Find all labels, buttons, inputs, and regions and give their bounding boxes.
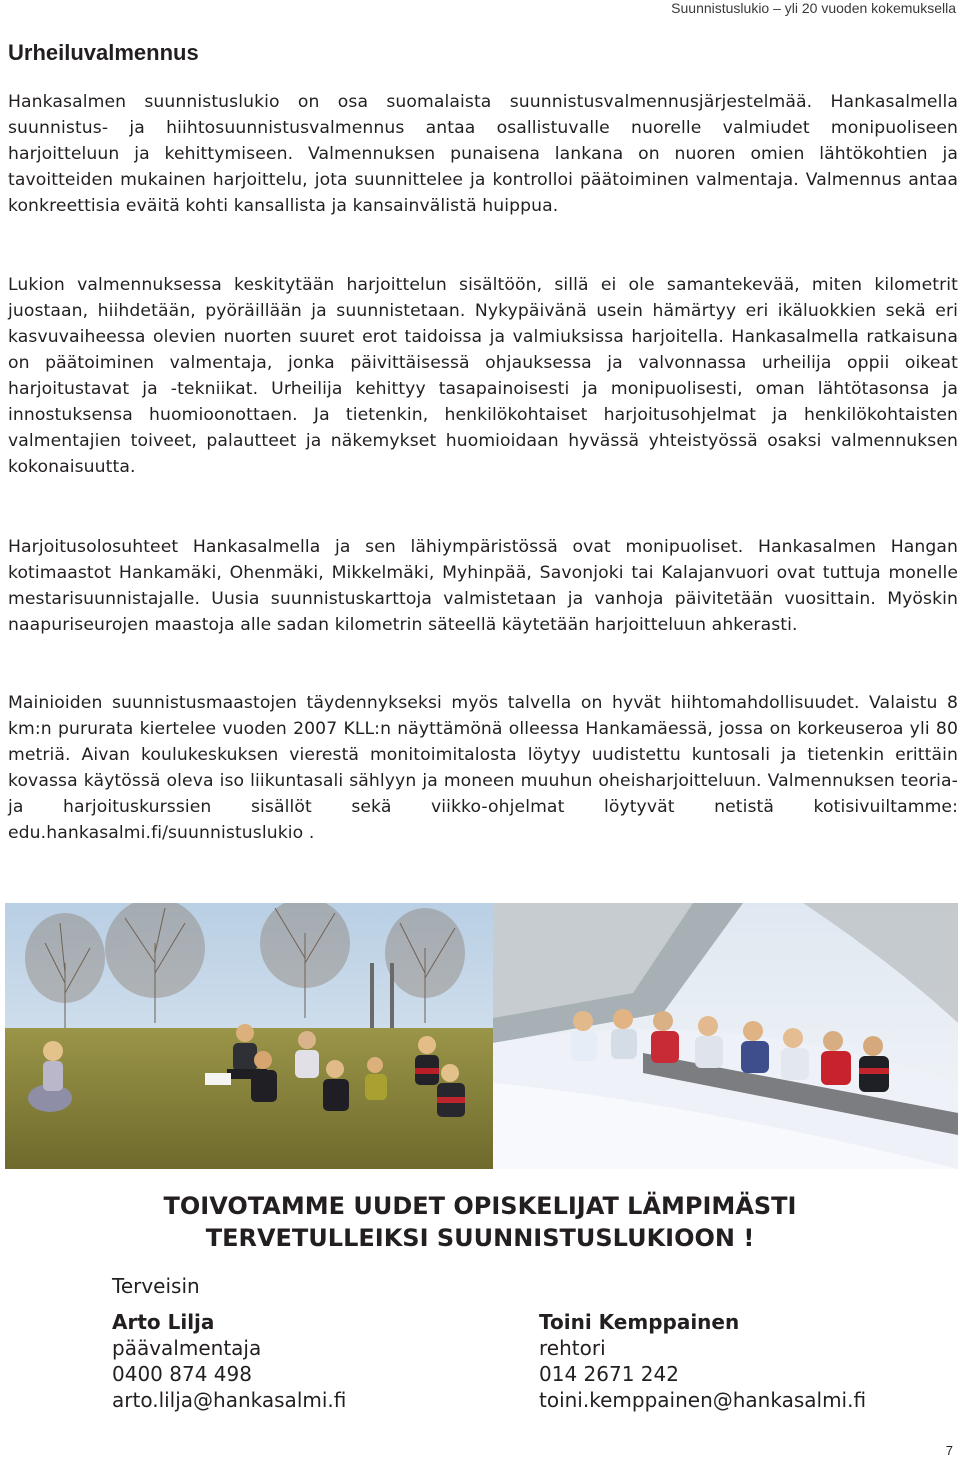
contact-card-principal <box>539 1309 866 1413</box>
snow-illustration <box>493 903 958 1169</box>
greeting: Terveisin <box>112 1274 200 1298</box>
page-number: 7 <box>945 1443 953 1458</box>
body-text-4 <box>8 690 958 846</box>
welcome-line-1: TOIVOTAMME UUDET OPISKELIJAT LÄMPIMÄSTI <box>163 1192 797 1220</box>
body-text-3 <box>8 534 958 638</box>
paragraph-intro: Hankasalmen suunnistuslukio on osa suomalaista suunnistusvalmennusjärjestelmää. Hankasalmella suunnistus- ja hiihtosuunnistusvalmennus antaa osallistuvalle nuorelle valmiudet monipuoliseen harjoitteluun ja kehittymiseen. Valmennuksen punaisena lankana on nuoren omien lähtökohtien ja tavoitteiden mukainen harjoittelu, jota suunnittelee ja kontrolloi päätoiminen valmentaja. Valmennus antaa konkreettisia eväitä kohti kansallista ja kansainvälistä huippua. <box>8 92 958 216</box>
park-illustration <box>5 903 493 1169</box>
contact-name: Toini Kemppainen <box>539 1310 740 1334</box>
photo-strip <box>5 903 958 1169</box>
body-text-2 <box>8 272 958 480</box>
paragraph-facilities: Harjoitusolosuhteet Hankasalmella ja sen lähiympäristössä ovat monipuoliset. Hankasalmen Hangan kotimaastot Hankamäki, Ohenmäki, Mikkelmäki, Myhinpää, Savonjoki tai Kalajanvuori ovat tuttuja monelle mestarisuunnistajalle. Uusia suunnistuskarttoja valmistetaan ja vanhoja päivitetään vuosittain. Myöskin naapuriseurojen maastoja alle sadan kilometrin säteellä käytetään harjoitteluun ahkerasti. <box>8 537 958 635</box>
running-header: Suunnistuslukio – yli 20 vuoden kokemuksella <box>671 0 956 16</box>
section-title: Urheiluvalmennus <box>8 40 199 65</box>
contact-card-head-coach <box>112 1309 346 1413</box>
photo-students-park <box>5 903 493 1169</box>
contact-phone: 014 2671 242 <box>539 1362 679 1386</box>
contact-role: rehtori <box>539 1336 606 1360</box>
contact-name: Arto Lilja <box>112 1310 215 1334</box>
contact-email: arto.lilja@hankasalmi.fi <box>112 1388 347 1412</box>
contact-phone: 0400 874 498 <box>112 1362 252 1386</box>
paragraph-winter: Mainioiden suunnistusmaastojen täydennykseksi myös talvella on hyvät hiihtomahdollisuudet. Valaistu 8 km:n pururata kiertelee vuoden 2007 KLL:n näyttämönä olleessa Hankamäessä, jossa on korkeuseroa yli 80 metriä. Aivan koulukeskuksen vierestä monitoimitalosta löytyy uudistettu kuntosali ja tietenkin erittäin kovassa käytössä oleva iso liikuntasali sählyyn ja moneen muuhun oheisharjoitteluun. Valmennuksen teoria- ja harjoituskurssien sisällöt sekä viikko-ohjelmat löytyvät netistä kotisivuiltamme: edu.hankasalmi.fi/suunnistuslukio . <box>8 693 958 843</box>
contact-role: päävalmentaja <box>112 1336 262 1360</box>
welcome-message <box>140 1190 820 1254</box>
paragraph-training: Lukion valmennuksessa keskitytään harjoittelun sisältöön, sillä ei ole samantekevää, miten kilometrit juostaan, hiihdetään, pyöräillään ja suunnistetaan. Nykypäivänä usein hämärtyy eri ikäluokkien sekä eri kasvuvaiheessa olevien nuorten suuret erot taidoissa ja valmiuksissa harjoitella. Hankasalmella ratkaisuna on päätoiminen valmentaja, jonka päivittäisessä ohjauksessa ja valvonnassa urheilija oppii oikeat harjoitustavat ja -tekniikat. Urheilija kehittyy tasapainoisesti ja monipuolisesti, oman lähtötasonsa ja innostuksensa huomioonottaen. Ja tietenkin, henkilökohtaiset harjoitusohjelmat ja henkilökohtaisten valmentajien toiveet, palautteet ja näkemykset huomioidaan hyvässä yhteistyössä osaksi valmennuksen kokonaisuutta. <box>8 275 958 477</box>
welcome-line-2: TERVETULLEIKSI SUUNNISTUSLUKIOON ! <box>205 1224 755 1252</box>
contact-email: toini.kemppainen@hankasalmi.fi <box>539 1388 867 1412</box>
photo-students-snow <box>493 903 958 1169</box>
body-text <box>8 89 958 219</box>
